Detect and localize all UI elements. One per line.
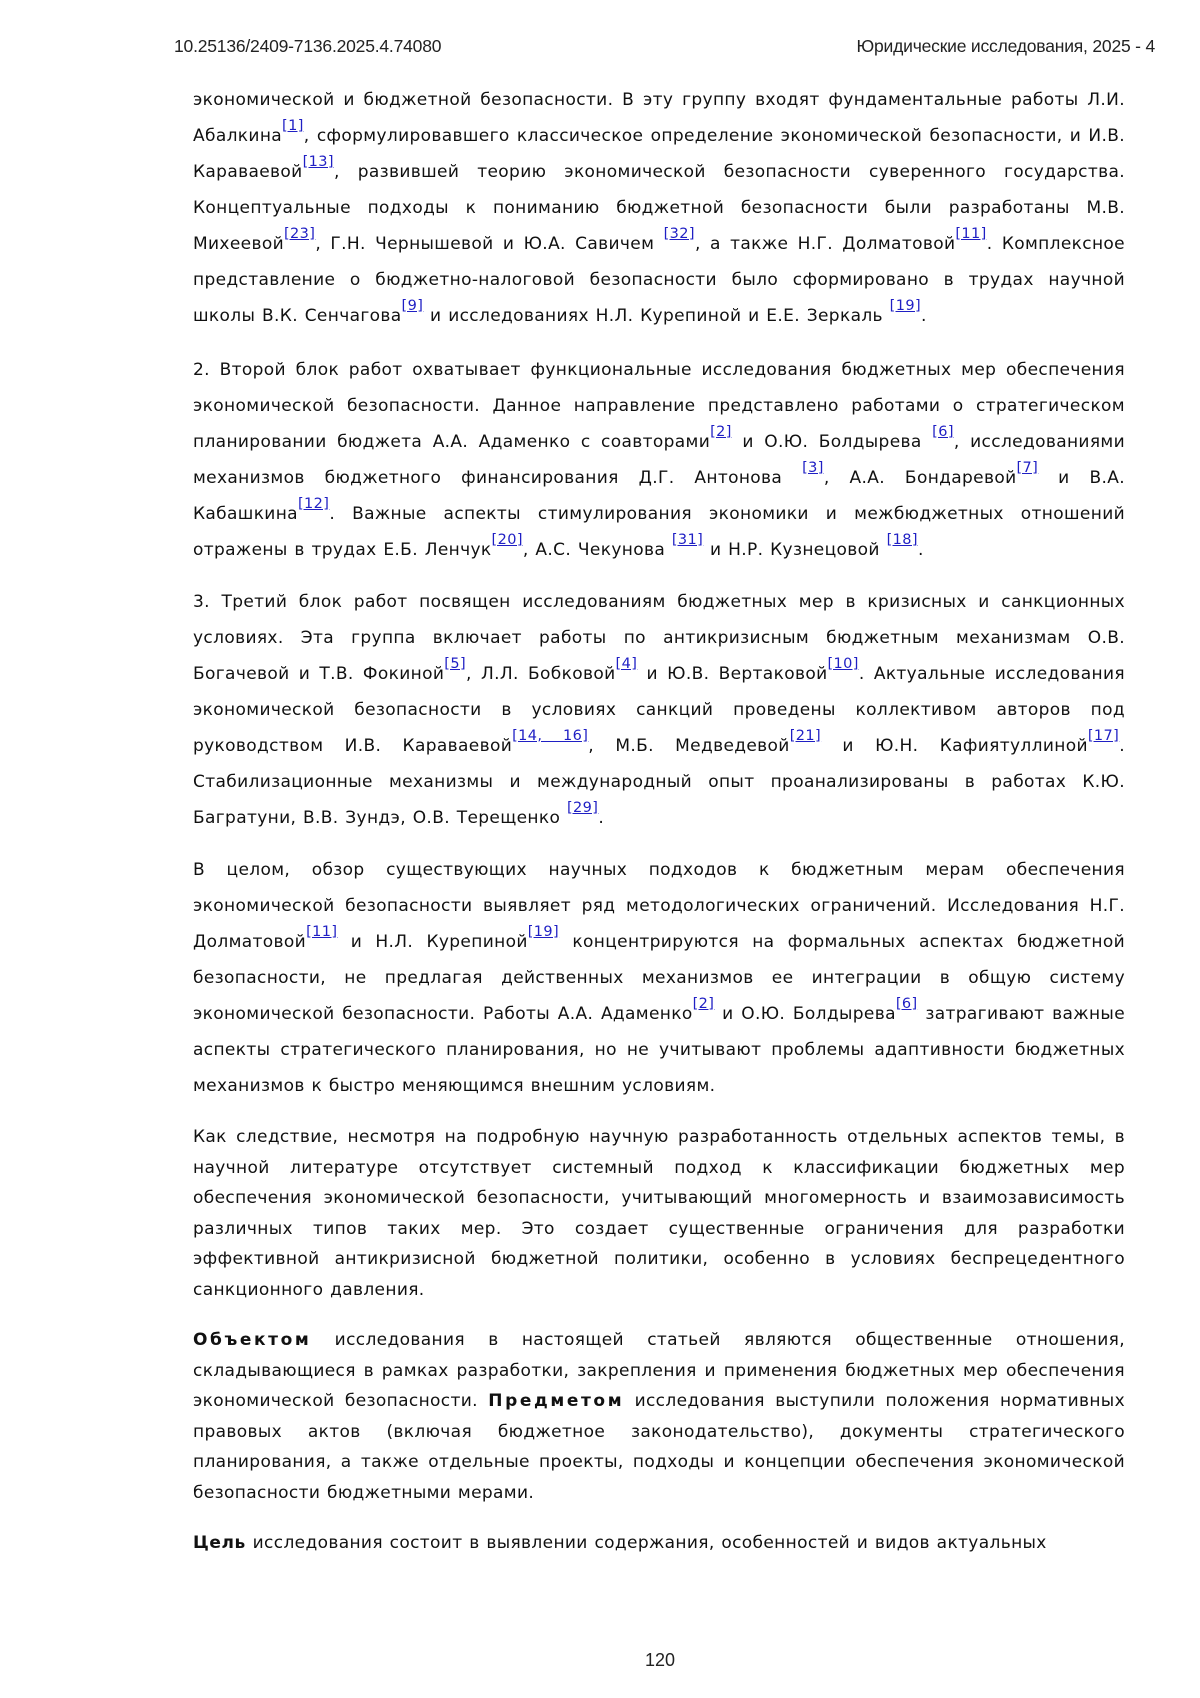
text-run: . Комплексное представление о бюджетно-налоговой безопасности было сформировано в трудах научной школы В.К. Сенчагова xyxy=(193,234,1125,326)
citation-link[interactable]: [6] xyxy=(895,996,918,1012)
citation-link[interactable]: [21] xyxy=(789,728,822,744)
text-run: , М.Б. Медведевой xyxy=(588,736,790,756)
paragraph-5 xyxy=(193,1122,1125,1305)
text-run: , А.А. Бондаревой xyxy=(823,468,1017,488)
text-run: , Л.Л. Бобковой xyxy=(466,664,616,684)
citation-link[interactable]: [11] xyxy=(955,226,987,242)
paragraph-4 xyxy=(193,852,1125,1104)
article-body xyxy=(193,82,1125,1579)
text-run: 3. Третий блок работ посвящен исследованиям бюджетных мер в кризисных и санкционных условиях. Эта группа включает работы по антикризисным бюджетным механизмам О.В. Богачевой и Т.В. Фокиной xyxy=(193,592,1125,684)
text-run: и Н.Л. Курепиной xyxy=(337,932,528,952)
citation-link[interactable]: [14, 16] xyxy=(512,728,589,744)
citation-link[interactable]: [2] xyxy=(692,996,715,1012)
citation-link[interactable]: [31] xyxy=(671,532,704,548)
text-run: , А.С. Чекунова xyxy=(522,540,672,560)
text-run: экономической и бюджетной безопасности. В эту группу входят фундаментальные работы Л.И. Абалкина xyxy=(193,90,1125,146)
citation-link[interactable]: [7] xyxy=(1016,460,1039,476)
text-run: и В.А. Кабашкина xyxy=(193,468,1125,524)
text-run: . xyxy=(917,540,924,560)
paragraph-2 xyxy=(193,352,1125,568)
text-run: концентрируются на формальных аспектах бюджетной безопасности, не предлагая действенных механизмов ее интеграции в общую систему экономической безопасности. Работы А.А. Адаменко xyxy=(193,932,1125,1024)
paragraph-3 xyxy=(193,584,1125,836)
text-run: и исследованиях Н.Л. Курепиной и Е.Е. Зеркаль xyxy=(423,306,890,326)
goal-term: Цель xyxy=(193,1533,246,1553)
citation-link[interactable]: [11] xyxy=(306,924,338,940)
text-run: исследования выступили положения нормативных правовых актов (включая бюджетное законодательство), документы стратегического планирования, а также отдельные проекты, подходы и концепции обеспечения экономической безопасности бюджетными мерами. xyxy=(193,1391,1125,1503)
text-run: . xyxy=(921,306,927,326)
citation-link[interactable]: [12] xyxy=(297,496,330,512)
paragraph-1 xyxy=(193,82,1125,334)
object-term: Объектом xyxy=(193,1330,312,1350)
paragraph-7 xyxy=(193,1528,1125,1559)
citation-link[interactable]: [20] xyxy=(491,532,523,548)
text-run: и О.Ю. Болдырева xyxy=(714,1004,896,1024)
text-run: исследования в настоящей статьей являются общественные отношения, складывающиеся в рамках разработки, закрепления и применения бюджетных мер обеспечения экономической безопасности. xyxy=(193,1330,1125,1411)
text-run: . Стабилизационные механизмы и международный опыт проанализированы в работах К.Ю. Багратуни, В.В. Зундэ, О.В. Терещенко xyxy=(193,736,1125,828)
text-run: и Ю.В. Вертаковой xyxy=(637,664,828,684)
subject-term: Предметом xyxy=(488,1391,625,1411)
citation-link[interactable]: [5] xyxy=(444,656,467,672)
text-run: и О.Ю. Болдырева xyxy=(731,432,933,452)
text-run: и Ю.Н. Кафиятуллиной xyxy=(821,736,1088,756)
text-run: , сформулировавшего классическое определение экономической безопасности, и И.В. Караваевой xyxy=(193,126,1125,182)
citation-link[interactable]: [4] xyxy=(615,656,638,672)
citation-link[interactable]: [19] xyxy=(889,298,922,314)
text-run: , исследованиями механизмов бюджетного финансирования Д.Г. Антонова xyxy=(193,432,1125,488)
text-run: затрагивают важные аспекты стратегического планирования, но не учитывают проблемы адаптивности бюджетных механизмов к быстро меняющимся внешним условиям. xyxy=(193,1004,1126,1096)
citation-link[interactable]: [6] xyxy=(932,424,954,440)
text-run: исследования состоит в выявлении содержания, особенностей и видов актуальных xyxy=(245,1533,1047,1553)
citation-link[interactable]: [32] xyxy=(663,226,695,242)
citation-link[interactable]: [18] xyxy=(886,532,918,548)
text-run: , Г.Н. Чернышевой и Ю.А. Савичем xyxy=(315,234,664,254)
running-head xyxy=(174,36,1155,60)
citation-link[interactable]: [13] xyxy=(302,154,334,170)
text-run: 2. Второй блок работ охватывает функциональные исследования бюджетных мер обеспечения экономической безопасности. Данное направление представлено работами о стратегическом планировании бюджета А.А. Адаменко с соавторами xyxy=(193,360,1125,452)
text-run: , развившей теорию экономической безопасности суверенного государства. Концептуальные подходы к пониманию бюджетной безопасности были разработаны М.В. Михеевой xyxy=(193,162,1125,254)
doi-text: 10.25136/2409-7136.2025.4.74080 xyxy=(174,36,442,56)
citation-link[interactable]: [17] xyxy=(1087,728,1120,744)
citation-link[interactable]: [23] xyxy=(283,226,316,242)
citation-link[interactable]: [1] xyxy=(282,118,304,134)
journal-title: Юридические исследования, 2025 - 4 xyxy=(856,36,1155,56)
text-run: В целом, обзор существующих научных подходов к бюджетным мерам обеспечения экономической безопасности выявляет ряд методологических ограничений. Исследования Н.Г. Долматовой xyxy=(193,860,1125,952)
text-run: . Важные аспекты стимулирования экономики и межбюджетных отношений отражены в трудах Е.Б. Ленчук xyxy=(193,504,1125,560)
text-run: . xyxy=(598,808,605,828)
text-run: Как следствие, несмотря на подробную научную разработанность отдельных аспектов темы, в научной литературе отсутствует системный подход к классификации бюджетных мер обеспечения экономической безопасности, учитывающий многомерность и взаимозависимость различных типов таких мер. Это создает существенные ограничения для разработки эффективной антикризисной бюджетной политики, особенно в условиях беспрецедентного санкционного давления. xyxy=(193,1127,1125,1300)
page-number: 120 xyxy=(644,1650,676,1670)
citation-link[interactable]: [19] xyxy=(527,924,560,940)
text-run: . Актуальные исследования экономической безопасности в условиях санкций проведены коллективом авторов под руководством И.В. Караваевой xyxy=(193,664,1125,756)
citation-link[interactable]: [29] xyxy=(566,800,599,816)
citation-link[interactable]: [10] xyxy=(827,656,859,672)
text-run: и Н.Р. Кузнецовой xyxy=(703,540,887,560)
text-run: , а также Н.Г. Долматовой xyxy=(694,234,956,254)
citation-link[interactable]: [3] xyxy=(802,460,824,476)
paragraph-6 xyxy=(193,1325,1125,1508)
citation-link[interactable]: [9] xyxy=(401,298,424,314)
citation-link[interactable]: [2] xyxy=(710,424,732,440)
